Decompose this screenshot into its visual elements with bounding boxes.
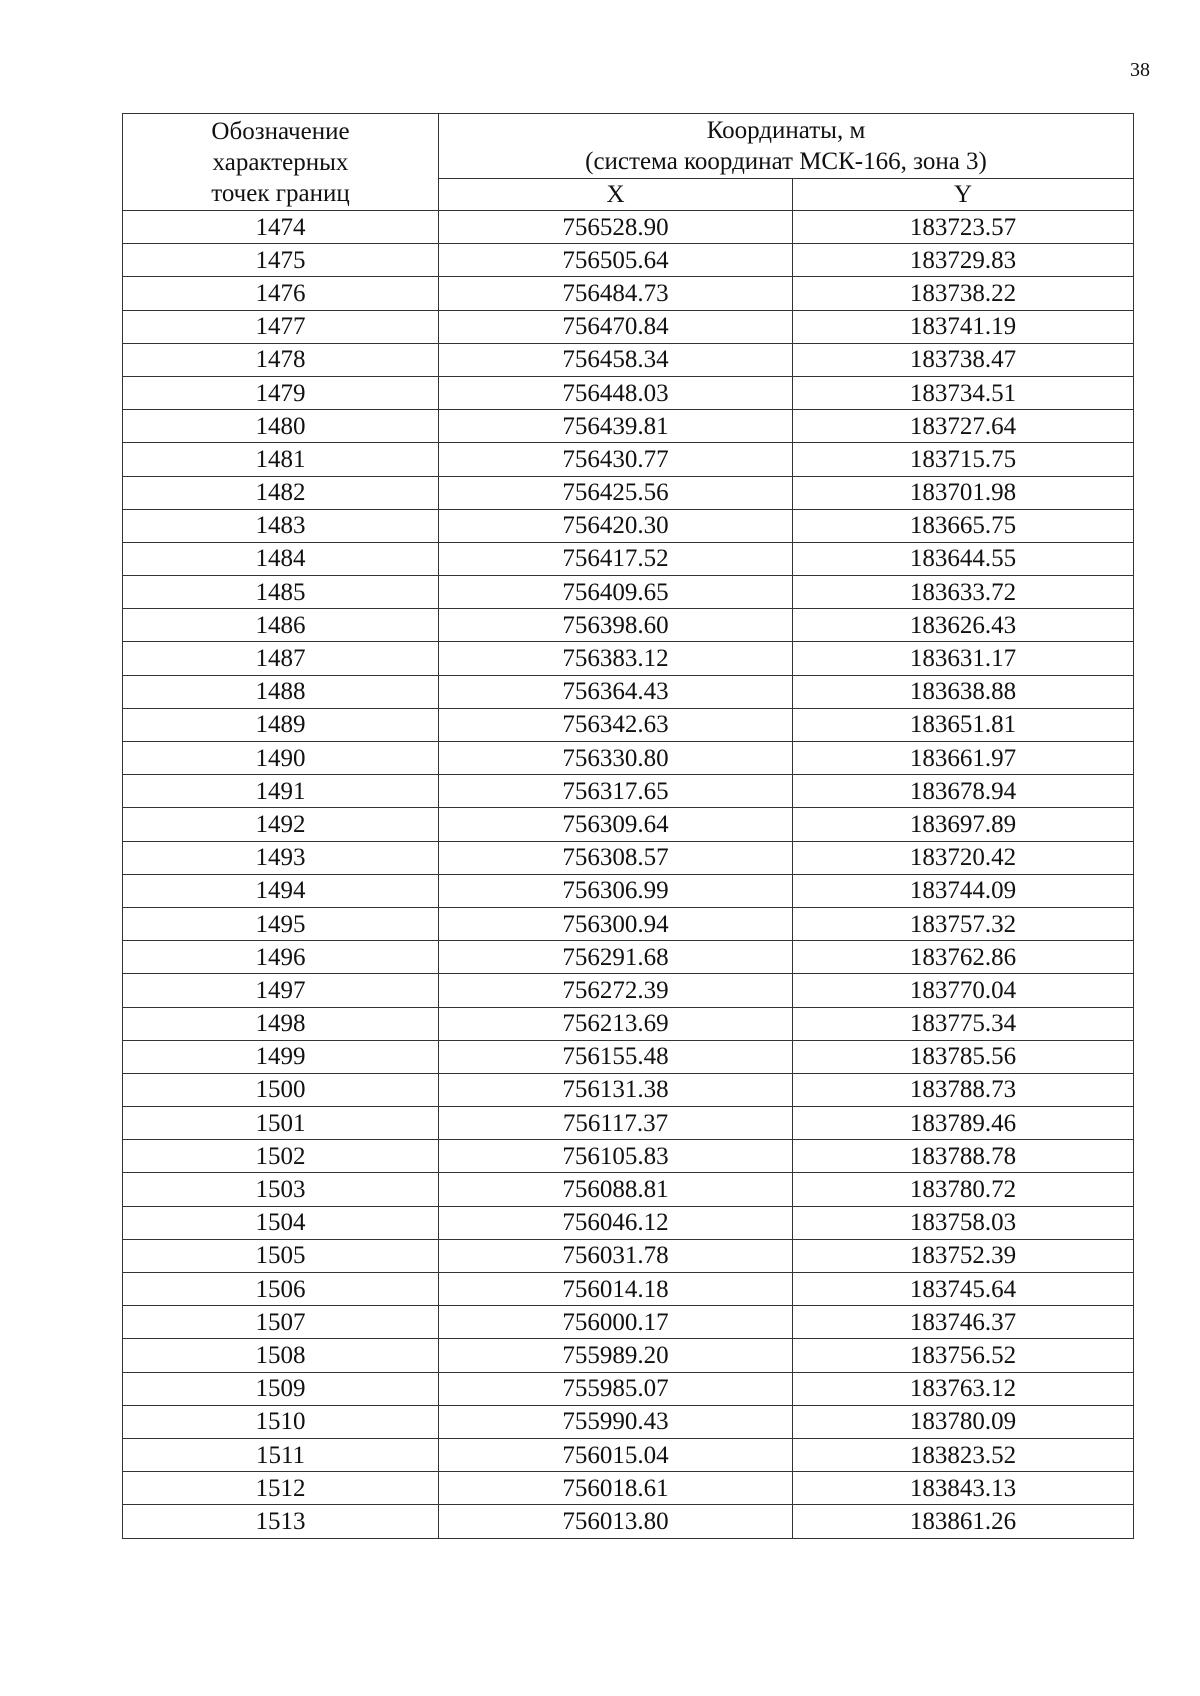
coordinates-table bbox=[122, 113, 1134, 1539]
table-row bbox=[123, 1107, 1134, 1140]
y-cell: 183633.72 bbox=[793, 576, 1134, 609]
y-cell: 183757.32 bbox=[793, 907, 1134, 940]
y-cell: 183697.89 bbox=[793, 808, 1134, 841]
y-cell: 183741.19 bbox=[793, 310, 1134, 343]
table-row bbox=[123, 642, 1134, 675]
x-cell: 756014.18 bbox=[439, 1273, 793, 1306]
y-cell: 183789.46 bbox=[793, 1107, 1134, 1140]
point-cell: 1497 bbox=[123, 974, 439, 1007]
y-cell: 183763.12 bbox=[793, 1372, 1134, 1405]
table-row bbox=[123, 443, 1134, 476]
table-row bbox=[123, 675, 1134, 708]
point-cell: 1474 bbox=[123, 211, 439, 244]
table-row bbox=[123, 1273, 1134, 1306]
x-cell: 756439.81 bbox=[439, 410, 793, 443]
table-row bbox=[123, 211, 1134, 244]
table-row bbox=[123, 410, 1134, 443]
point-cell: 1510 bbox=[123, 1405, 439, 1438]
point-cell: 1484 bbox=[123, 542, 439, 575]
point-cell: 1479 bbox=[123, 376, 439, 409]
point-cell: 1511 bbox=[123, 1438, 439, 1471]
x-cell: 756458.34 bbox=[439, 343, 793, 376]
y-cell: 183788.78 bbox=[793, 1140, 1134, 1173]
table-row bbox=[123, 841, 1134, 874]
table-row bbox=[123, 1173, 1134, 1206]
table-row bbox=[123, 343, 1134, 376]
x-cell: 756131.38 bbox=[439, 1073, 793, 1106]
table-row bbox=[123, 310, 1134, 343]
page-number: 38 bbox=[1130, 59, 1150, 81]
point-cell: 1493 bbox=[123, 841, 439, 874]
x-column-header: X bbox=[439, 179, 793, 211]
point-cell: 1485 bbox=[123, 576, 439, 609]
point-cell: 1488 bbox=[123, 675, 439, 708]
designation-header-line-3: точек границ bbox=[211, 179, 350, 207]
point-cell: 1475 bbox=[123, 244, 439, 277]
x-cell: 756015.04 bbox=[439, 1438, 793, 1471]
y-cell: 183785.56 bbox=[793, 1040, 1134, 1073]
x-cell: 756470.84 bbox=[439, 310, 793, 343]
point-cell: 1503 bbox=[123, 1173, 439, 1206]
table-row bbox=[123, 742, 1134, 775]
y-cell: 183727.64 bbox=[793, 410, 1134, 443]
y-cell: 183665.75 bbox=[793, 509, 1134, 542]
table-row bbox=[123, 1040, 1134, 1073]
point-cell: 1492 bbox=[123, 808, 439, 841]
table-row bbox=[123, 1405, 1134, 1438]
point-cell: 1483 bbox=[123, 509, 439, 542]
y-cell: 183861.26 bbox=[793, 1505, 1134, 1538]
y-cell: 183631.17 bbox=[793, 642, 1134, 675]
table-row bbox=[123, 277, 1134, 310]
point-cell: 1495 bbox=[123, 907, 439, 940]
coordinates-header-line-1: Координаты, м bbox=[706, 117, 866, 144]
y-cell: 183626.43 bbox=[793, 609, 1134, 642]
header-row-top bbox=[123, 114, 1134, 179]
y-cell: 183758.03 bbox=[793, 1206, 1134, 1239]
table-row bbox=[123, 775, 1134, 808]
y-cell: 183780.72 bbox=[793, 1173, 1134, 1206]
x-cell: 756420.30 bbox=[439, 509, 793, 542]
y-cell: 183843.13 bbox=[793, 1472, 1134, 1505]
point-cell: 1491 bbox=[123, 775, 439, 808]
designation-header bbox=[123, 114, 439, 211]
table-row bbox=[123, 576, 1134, 609]
y-cell: 183775.34 bbox=[793, 1007, 1134, 1040]
y-cell: 183638.88 bbox=[793, 675, 1134, 708]
point-cell: 1496 bbox=[123, 941, 439, 974]
table-row bbox=[123, 808, 1134, 841]
point-cell: 1500 bbox=[123, 1073, 439, 1106]
x-cell: 756383.12 bbox=[439, 642, 793, 675]
y-cell: 183720.42 bbox=[793, 841, 1134, 874]
table-row bbox=[123, 244, 1134, 277]
table-row bbox=[123, 1472, 1134, 1505]
x-cell: 756291.68 bbox=[439, 941, 793, 974]
x-cell: 756155.48 bbox=[439, 1040, 793, 1073]
point-cell: 1513 bbox=[123, 1505, 439, 1538]
x-cell: 756046.12 bbox=[439, 1206, 793, 1239]
y-cell: 183715.75 bbox=[793, 443, 1134, 476]
x-cell: 756317.65 bbox=[439, 775, 793, 808]
table-header bbox=[123, 114, 1134, 211]
point-cell: 1498 bbox=[123, 1007, 439, 1040]
table-row bbox=[123, 1239, 1134, 1272]
table-body bbox=[123, 211, 1134, 1539]
table-row bbox=[123, 542, 1134, 575]
x-cell: 756018.61 bbox=[439, 1472, 793, 1505]
x-cell: 756448.03 bbox=[439, 376, 793, 409]
table-row bbox=[123, 1505, 1134, 1538]
table-row bbox=[123, 1339, 1134, 1372]
point-cell: 1490 bbox=[123, 742, 439, 775]
point-cell: 1477 bbox=[123, 310, 439, 343]
y-cell: 183746.37 bbox=[793, 1306, 1134, 1339]
x-cell: 756088.81 bbox=[439, 1173, 793, 1206]
y-cell: 183729.83 bbox=[793, 244, 1134, 277]
y-cell: 183770.04 bbox=[793, 974, 1134, 1007]
point-cell: 1494 bbox=[123, 874, 439, 907]
x-cell: 756528.90 bbox=[439, 211, 793, 244]
x-cell: 756330.80 bbox=[439, 742, 793, 775]
table-row bbox=[123, 1306, 1134, 1339]
y-cell: 183823.52 bbox=[793, 1438, 1134, 1471]
table-row bbox=[123, 609, 1134, 642]
x-cell: 756031.78 bbox=[439, 1239, 793, 1272]
y-column-header: Y bbox=[793, 179, 1134, 211]
x-cell: 755989.20 bbox=[439, 1339, 793, 1372]
table-row bbox=[123, 941, 1134, 974]
y-cell: 183745.64 bbox=[793, 1273, 1134, 1306]
point-cell: 1476 bbox=[123, 277, 439, 310]
point-cell: 1482 bbox=[123, 476, 439, 509]
y-cell: 183738.47 bbox=[793, 343, 1134, 376]
x-cell: 756425.56 bbox=[439, 476, 793, 509]
x-cell: 756342.63 bbox=[439, 708, 793, 741]
point-cell: 1508 bbox=[123, 1339, 439, 1372]
x-cell: 756117.37 bbox=[439, 1107, 793, 1140]
x-cell: 756484.73 bbox=[439, 277, 793, 310]
point-cell: 1481 bbox=[123, 443, 439, 476]
x-cell: 756417.52 bbox=[439, 542, 793, 575]
table-row bbox=[123, 1372, 1134, 1405]
y-cell: 183651.81 bbox=[793, 708, 1134, 741]
x-cell: 756213.69 bbox=[439, 1007, 793, 1040]
y-cell: 183752.39 bbox=[793, 1239, 1134, 1272]
point-cell: 1512 bbox=[123, 1472, 439, 1505]
y-cell: 183780.09 bbox=[793, 1405, 1134, 1438]
table-row bbox=[123, 376, 1134, 409]
x-cell: 756430.77 bbox=[439, 443, 793, 476]
point-cell: 1486 bbox=[123, 609, 439, 642]
coordinates-group-header bbox=[439, 114, 1134, 179]
point-cell: 1480 bbox=[123, 410, 439, 443]
table-row bbox=[123, 1007, 1134, 1040]
x-cell: 755985.07 bbox=[439, 1372, 793, 1405]
point-cell: 1504 bbox=[123, 1206, 439, 1239]
x-cell: 756300.94 bbox=[439, 907, 793, 940]
x-cell: 756409.65 bbox=[439, 576, 793, 609]
y-cell: 183734.51 bbox=[793, 376, 1134, 409]
table-row bbox=[123, 509, 1134, 542]
point-cell: 1507 bbox=[123, 1306, 439, 1339]
y-cell: 183701.98 bbox=[793, 476, 1134, 509]
y-cell: 183744.09 bbox=[793, 874, 1134, 907]
y-cell: 183788.73 bbox=[793, 1073, 1134, 1106]
y-cell: 183738.22 bbox=[793, 277, 1134, 310]
point-cell: 1505 bbox=[123, 1239, 439, 1272]
x-cell: 756272.39 bbox=[439, 974, 793, 1007]
designation-header-line-2: характерных bbox=[212, 148, 349, 176]
y-cell: 183644.55 bbox=[793, 542, 1134, 575]
y-cell: 183678.94 bbox=[793, 775, 1134, 808]
x-cell: 756306.99 bbox=[439, 874, 793, 907]
designation-header-line-1: Обозначение bbox=[211, 117, 350, 145]
x-cell: 756364.43 bbox=[439, 675, 793, 708]
table-row bbox=[123, 907, 1134, 940]
x-cell: 755990.43 bbox=[439, 1405, 793, 1438]
x-cell: 756309.64 bbox=[439, 808, 793, 841]
x-cell: 756398.60 bbox=[439, 609, 793, 642]
point-cell: 1506 bbox=[123, 1273, 439, 1306]
coordinates-header-line-2: (система координат МСК-166, зона 3) bbox=[585, 148, 987, 175]
x-cell: 756013.80 bbox=[439, 1505, 793, 1538]
x-cell: 756505.64 bbox=[439, 244, 793, 277]
point-cell: 1509 bbox=[123, 1372, 439, 1405]
table-row bbox=[123, 874, 1134, 907]
point-cell: 1478 bbox=[123, 343, 439, 376]
point-cell: 1487 bbox=[123, 642, 439, 675]
table-row bbox=[123, 1206, 1134, 1239]
x-cell: 756308.57 bbox=[439, 841, 793, 874]
point-cell: 1502 bbox=[123, 1140, 439, 1173]
x-cell: 756105.83 bbox=[439, 1140, 793, 1173]
point-cell: 1499 bbox=[123, 1040, 439, 1073]
table-row bbox=[123, 1073, 1134, 1106]
point-cell: 1501 bbox=[123, 1107, 439, 1140]
table-row bbox=[123, 974, 1134, 1007]
table-row bbox=[123, 1140, 1134, 1173]
y-cell: 183723.57 bbox=[793, 211, 1134, 244]
y-cell: 183756.52 bbox=[793, 1339, 1134, 1372]
table-row bbox=[123, 708, 1134, 741]
table-row bbox=[123, 476, 1134, 509]
table-row bbox=[123, 1438, 1134, 1471]
x-cell: 756000.17 bbox=[439, 1306, 793, 1339]
y-cell: 183762.86 bbox=[793, 941, 1134, 974]
y-cell: 183661.97 bbox=[793, 742, 1134, 775]
point-cell: 1489 bbox=[123, 708, 439, 741]
